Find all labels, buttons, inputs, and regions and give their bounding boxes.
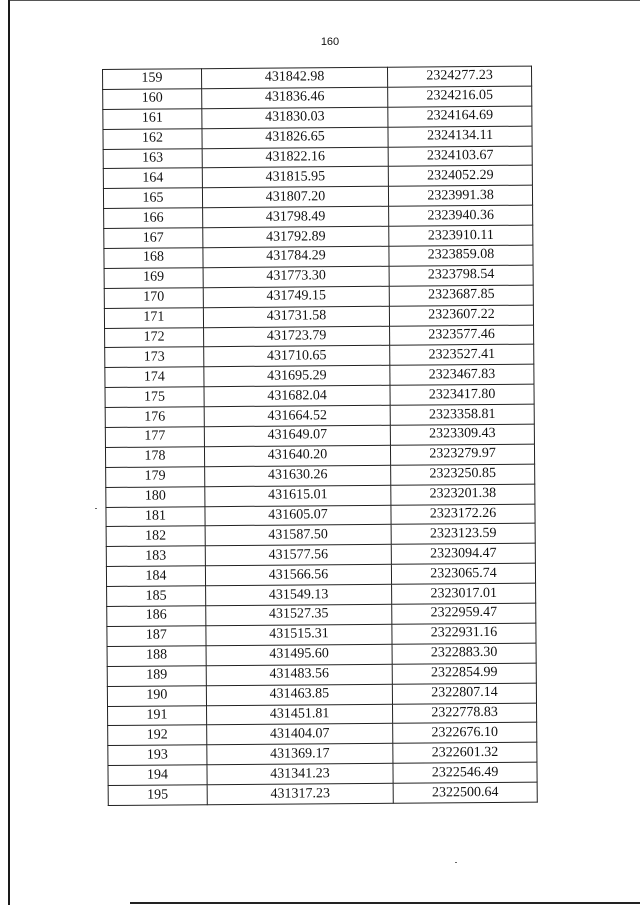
y-coordinate-cell: 2323940.36: [389, 205, 533, 226]
x-coordinate-cell: 431615.01: [205, 485, 391, 506]
point-number-cell: 173: [105, 347, 204, 368]
y-coordinate-cell: 2323527.41: [390, 345, 534, 366]
x-coordinate-cell: 431549.13: [205, 584, 391, 605]
point-number-cell: 171: [104, 307, 203, 328]
x-coordinate-cell: 431605.07: [205, 505, 391, 526]
x-coordinate-cell: 431749.15: [203, 286, 389, 307]
y-coordinate-cell: 2322778.83: [393, 703, 537, 724]
point-number-cell: 192: [108, 725, 207, 746]
y-coordinate-cell: 2324277.23: [388, 66, 532, 87]
point-number-cell: 162: [103, 128, 202, 149]
x-coordinate-cell: 431369.17: [207, 744, 393, 765]
coordinates-table-body: [103, 66, 538, 805]
x-coordinate-cell: 431822.16: [202, 147, 388, 168]
point-number-cell: 191: [108, 705, 207, 726]
x-coordinate-cell: 431566.56: [205, 565, 391, 586]
x-coordinate-cell: 431830.03: [202, 107, 388, 128]
y-coordinate-cell: 2323094.47: [391, 543, 535, 564]
y-coordinate-cell: 2322500.64: [393, 782, 537, 803]
x-coordinate-cell: 431842.98: [201, 67, 387, 88]
y-coordinate-cell: 2324134.11: [388, 126, 532, 147]
point-number-cell: 178: [105, 447, 204, 468]
point-number-cell: 183: [106, 546, 205, 567]
y-coordinate-cell: 2322854.99: [392, 663, 536, 684]
x-coordinate-cell: 431773.30: [203, 266, 389, 287]
x-coordinate-cell: 431807.20: [202, 187, 388, 208]
y-coordinate-cell: 2324052.29: [388, 166, 532, 187]
y-coordinate-cell: 2323065.74: [391, 563, 535, 584]
y-coordinate-cell: 2323910.11: [389, 225, 533, 246]
point-number-cell: 175: [105, 387, 204, 408]
y-coordinate-cell: 2324216.05: [388, 86, 532, 107]
x-coordinate-cell: 431640.20: [204, 445, 390, 466]
x-coordinate-cell: 431792.89: [203, 226, 389, 247]
table-row: [108, 782, 537, 805]
point-number-cell: 187: [107, 626, 206, 647]
point-number-cell: 179: [106, 467, 205, 488]
y-coordinate-cell: 2323017.01: [392, 583, 536, 604]
point-number-cell: 180: [106, 486, 205, 507]
y-coordinate-cell: 2322546.49: [393, 762, 537, 783]
coordinates-table: [102, 66, 538, 806]
scan-speck: [95, 508, 97, 509]
point-number-cell: 174: [105, 367, 204, 388]
y-coordinate-cell: 2323859.08: [389, 245, 533, 266]
x-coordinate-cell: 431515.31: [206, 624, 392, 645]
y-coordinate-cell: 2323201.38: [391, 484, 535, 505]
x-coordinate-cell: 431577.56: [205, 545, 391, 566]
y-coordinate-cell: 2323991.38: [389, 185, 533, 206]
point-number-cell: 164: [103, 168, 202, 189]
point-number-cell: 194: [108, 765, 207, 786]
x-coordinate-cell: 431463.85: [206, 684, 392, 705]
y-coordinate-cell: 2323358.81: [390, 404, 534, 425]
x-coordinate-cell: 431695.29: [204, 366, 390, 387]
page-border-left: [8, 0, 10, 905]
point-number-cell: 165: [103, 188, 202, 209]
page-border-bottom: [130, 902, 640, 904]
point-number-cell: 169: [104, 268, 203, 289]
point-number-cell: 163: [103, 148, 202, 169]
point-number-cell: 181: [106, 506, 205, 527]
x-coordinate-cell: 431826.65: [202, 127, 388, 148]
y-coordinate-cell: 2323417.80: [390, 384, 534, 405]
y-coordinate-cell: 2323607.22: [389, 305, 533, 326]
y-coordinate-cell: 2322931.16: [392, 623, 536, 644]
y-coordinate-cell: 2322601.32: [393, 742, 537, 763]
x-coordinate-cell: 431341.23: [207, 763, 393, 784]
scan-speck: [455, 862, 457, 863]
x-coordinate-cell: 431784.29: [203, 246, 389, 267]
point-number-cell: 193: [108, 745, 207, 766]
x-coordinate-cell: 431483.56: [206, 664, 392, 685]
point-number-cell: 159: [103, 69, 202, 90]
x-coordinate-cell: 431710.65: [204, 346, 390, 367]
x-coordinate-cell: 431630.26: [205, 465, 391, 486]
point-number-cell: 185: [107, 586, 206, 607]
x-coordinate-cell: 431649.07: [204, 425, 390, 446]
y-coordinate-cell: 2323687.85: [389, 285, 533, 306]
y-coordinate-cell: 2324103.67: [388, 146, 532, 167]
y-coordinate-cell: 2323467.83: [390, 364, 534, 385]
y-coordinate-cell: 2323172.26: [391, 504, 535, 525]
point-number-cell: 182: [106, 526, 205, 547]
y-coordinate-cell: 2324164.69: [388, 106, 532, 127]
point-number-cell: 160: [103, 89, 202, 110]
x-coordinate-cell: 431495.60: [206, 644, 392, 665]
point-number-cell: 172: [105, 327, 204, 348]
point-number-cell: 161: [103, 108, 202, 129]
point-number-cell: 190: [107, 685, 206, 706]
y-coordinate-cell: 2323123.59: [391, 524, 535, 545]
y-coordinate-cell: 2323577.46: [390, 325, 534, 346]
page-number: 160: [320, 36, 340, 48]
x-coordinate-cell: 431317.23: [207, 783, 393, 804]
x-coordinate-cell: 431451.81: [206, 704, 392, 725]
y-coordinate-cell: 2322959.47: [392, 603, 536, 624]
y-coordinate-cell: 2322883.30: [392, 643, 536, 664]
point-number-cell: 166: [104, 208, 203, 229]
page-border-top: [8, 0, 640, 1]
point-number-cell: 186: [107, 606, 206, 627]
x-coordinate-cell: 431731.58: [203, 306, 389, 327]
x-coordinate-cell: 431815.95: [202, 167, 388, 188]
point-number-cell: 170: [104, 288, 203, 309]
y-coordinate-cell: 2322807.14: [392, 683, 536, 704]
y-coordinate-cell: 2323309.43: [390, 424, 534, 445]
y-coordinate-cell: 2323798.54: [389, 265, 533, 286]
x-coordinate-cell: 431664.52: [204, 405, 390, 426]
point-number-cell: 188: [107, 646, 206, 667]
x-coordinate-cell: 431836.46: [202, 87, 388, 108]
point-number-cell: 189: [107, 665, 206, 686]
point-number-cell: 176: [105, 407, 204, 428]
point-number-cell: 168: [104, 248, 203, 269]
x-coordinate-cell: 431587.50: [205, 525, 391, 546]
x-coordinate-cell: 431723.79: [203, 326, 389, 347]
x-coordinate-cell: 431798.49: [202, 206, 388, 227]
y-coordinate-cell: 2323250.85: [391, 464, 535, 485]
y-coordinate-cell: 2322676.10: [393, 722, 537, 743]
point-number-cell: 184: [106, 566, 205, 587]
point-number-cell: 167: [104, 228, 203, 249]
x-coordinate-cell: 431404.07: [207, 724, 393, 745]
y-coordinate-cell: 2323279.97: [391, 444, 535, 465]
point-number-cell: 177: [105, 427, 204, 448]
point-number-cell: 195: [108, 785, 207, 806]
x-coordinate-cell: 431682.04: [204, 385, 390, 406]
x-coordinate-cell: 431527.35: [206, 604, 392, 625]
